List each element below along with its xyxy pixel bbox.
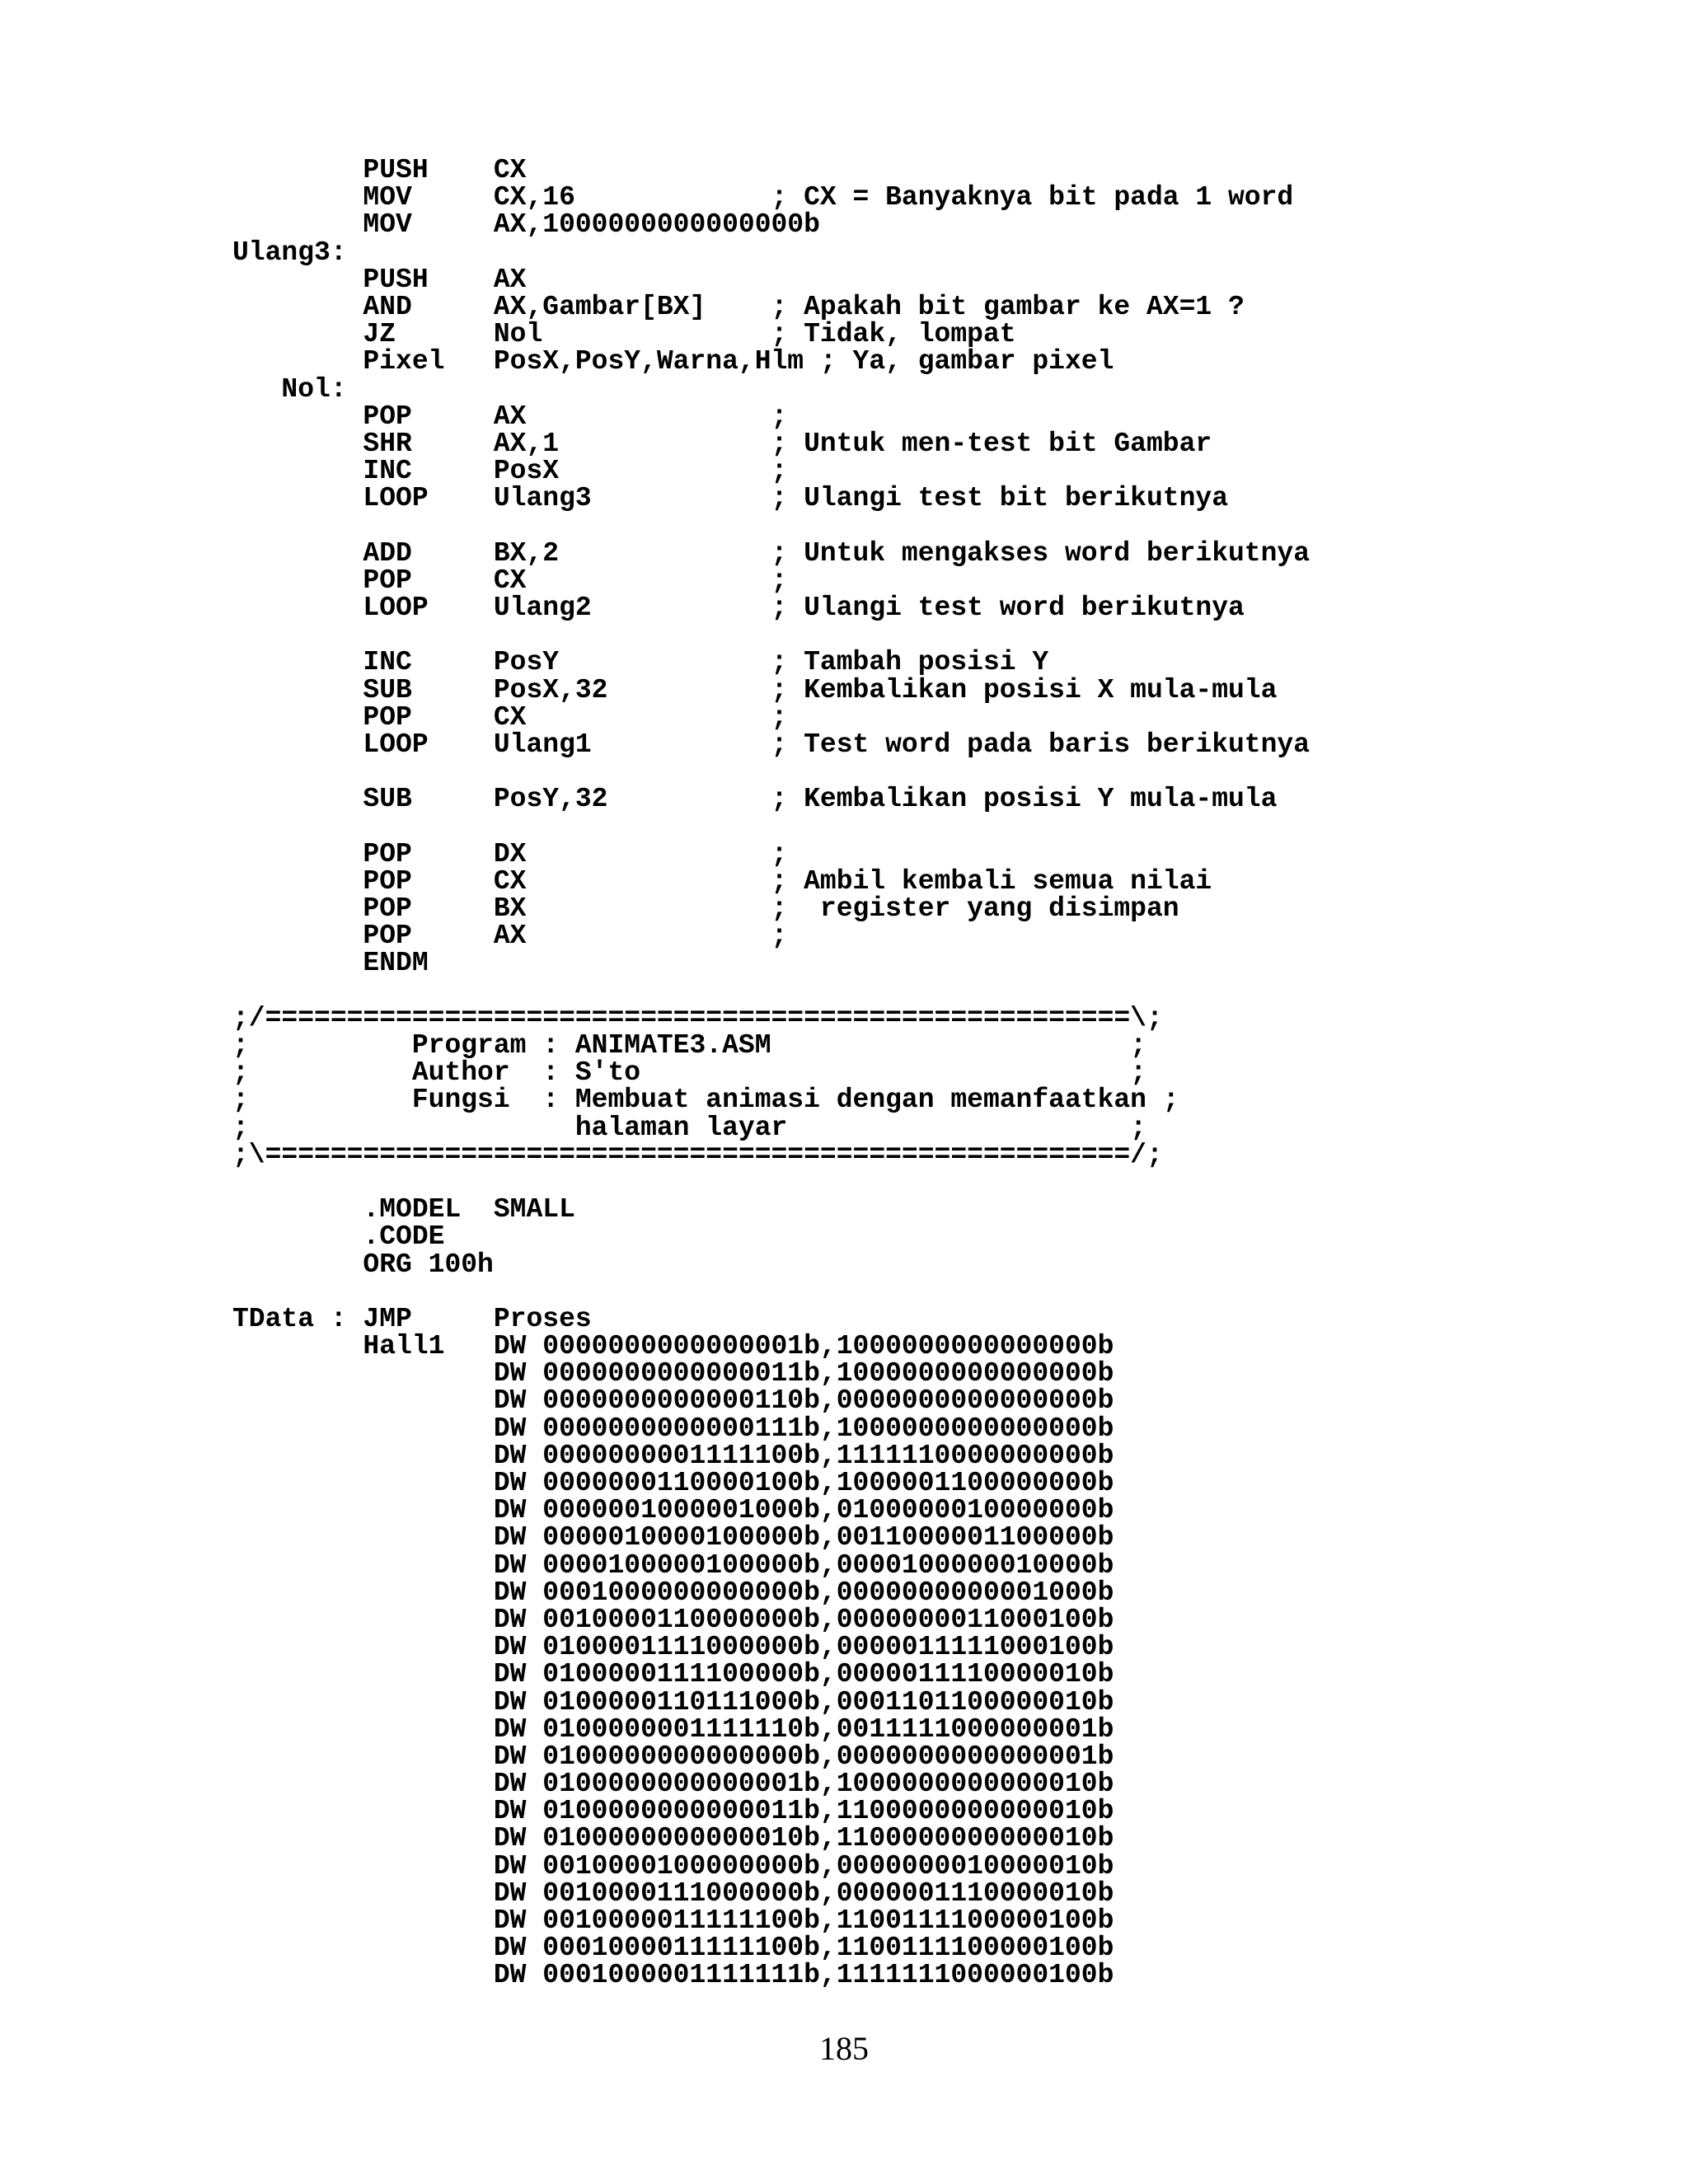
code-line: ; Fungsi : Membuat animasi dengan memanfaatkan ; (232, 1085, 1179, 1116)
code-line: DW 0100000111100000b,0000011110000010b (232, 1659, 1114, 1690)
code-line: ENDM (232, 948, 429, 979)
code-line: ;/=====================================================\; (232, 1002, 1163, 1033)
code-line: ;\=====================================================/; (232, 1139, 1163, 1170)
code-line (232, 813, 1310, 841)
code-line: LOOP Ulang2 ; Ulangi test word berikutnya (232, 593, 1245, 623)
code-line: ADD BX,2 ; Untuk mengakses word berikutnya (232, 537, 1311, 569)
code-line: DW 0000000110000100b,1000001100000000b (232, 1468, 1114, 1498)
code-line: ; Author : S'to ; (232, 1057, 1146, 1089)
code-line: DW 0001000011111100b,1100111100000100b (232, 1933, 1114, 1964)
code-line: POP AX ; (232, 401, 788, 432)
code-line: DW 0100001111000000b,0000011111000100b (232, 1632, 1114, 1663)
code-line: Ulang3: (232, 237, 347, 268)
code-line: DW 0100000110111000b,0001101100000010b (232, 1686, 1114, 1718)
code-line: DW 0100000000000011b,1100000000000010b (232, 1796, 1114, 1827)
code-line: DW 0000000000000011b,1000000000000000b (232, 1358, 1114, 1390)
code-line: AND AX,Gambar[BX] ; Apakah bit gambar ke AX=1 ? (232, 291, 1245, 322)
code-line: .CODE (232, 1221, 445, 1253)
code-line: DW 0100000000000010b,1100000000000010b (232, 1823, 1114, 1854)
code-line: SUB PosX,32 ; Kembalikan posisi X mula-mula (232, 674, 1278, 705)
code-line: SHR AX,1 ; Untuk men-test bit Gambar (232, 428, 1212, 459)
code-line: ; Program : ANIMATE3.ASM ; (232, 1030, 1146, 1061)
code-line: DW 0100000000000001b,1000000000000010b (232, 1769, 1114, 1800)
assembly-code-listing (232, 157, 1310, 1990)
code-line: Hall1 DW 0000000000000001b,1000000000000000b (232, 1331, 1114, 1362)
code-line: Pixel PosX,PosY,Warna,Hlm ; Ya, gambar pixel (232, 346, 1114, 377)
code-line: POP DX ; (232, 838, 788, 869)
code-line: LOOP Ulang1 ; Test word pada baris berikutnya (232, 729, 1311, 760)
code-line: PUSH AX (232, 264, 527, 295)
code-line: INC PosY ; Tambah posisi Y (232, 647, 1049, 678)
code-line: DW 0100000000000000b,0000000000000001b (232, 1741, 1114, 1772)
code-line: TData : JMP Proses (232, 1303, 592, 1334)
code-line (232, 512, 1310, 539)
code-line: Nol: (232, 373, 347, 405)
code-line: DW 0000010000100000b,0011000001100000b (232, 1522, 1114, 1554)
code-line: JZ Nol ; Tidak, lompat (232, 319, 1016, 350)
code-line: POP CX ; Ambil kembali semua nilai (232, 865, 1212, 897)
code-line: DW 0010000011111100b,1100111100000100b (232, 1905, 1114, 1936)
code-line (232, 1278, 1310, 1305)
code-line: POP BX ; register yang disimpan (232, 893, 1179, 925)
code-line: PUSH CX (232, 155, 527, 185)
code-line: ; halaman layar ; (232, 1112, 1146, 1143)
code-line: .MODEL SMALL (232, 1194, 575, 1226)
code-line (232, 977, 1310, 1005)
code-line: DW 0000100000100000b,0000100000010000b (232, 1549, 1114, 1581)
code-line: DW 0100000001111110b,0011111000000001b (232, 1713, 1114, 1745)
code-line: DW 0000000001111100b,1111110000000000b (232, 1440, 1114, 1471)
code-line (232, 621, 1310, 649)
code-line: LOOP Ulang3 ; Ulangi test bit berikutnya (232, 483, 1228, 514)
code-line: DW 0000001000001000b,0100000010000000b (232, 1495, 1114, 1526)
code-line: ORG 100h (232, 1249, 494, 1280)
code-line: DW 0001000000000000b,0000000000001000b (232, 1577, 1114, 1608)
code-line: SUB PosY,32 ; Kembalikan posisi Y mula-mula (232, 784, 1278, 815)
code-line: DW 0001000001111111b,1111111000000100b (232, 1960, 1114, 1991)
page-number: 185 (819, 2030, 869, 2067)
code-line: POP CX ; (232, 565, 788, 596)
code-line: DW 0000000000000111b,1000000000000000b (232, 1413, 1114, 1444)
code-line: INC PosX ; (232, 456, 788, 487)
code-line: DW 0000000000000110b,0000000000000000b (232, 1385, 1114, 1417)
code-line: POP AX ; (232, 921, 788, 952)
code-line: DW 0010000111000000b,0000001110000010b (232, 1877, 1114, 1909)
code-line: DW 0010000100000000b,0000000010000010b (232, 1850, 1114, 1882)
code-line: MOV CX,16 ; CX = Banyaknya bit pada 1 word (232, 182, 1294, 213)
code-line: DW 0010000110000000b,0000000011000100b (232, 1604, 1114, 1635)
code-line: MOV AX,1000000000000000b (232, 209, 820, 241)
code-line (232, 758, 1310, 785)
code-line: POP CX ; (232, 701, 788, 733)
code-line (232, 1169, 1310, 1196)
